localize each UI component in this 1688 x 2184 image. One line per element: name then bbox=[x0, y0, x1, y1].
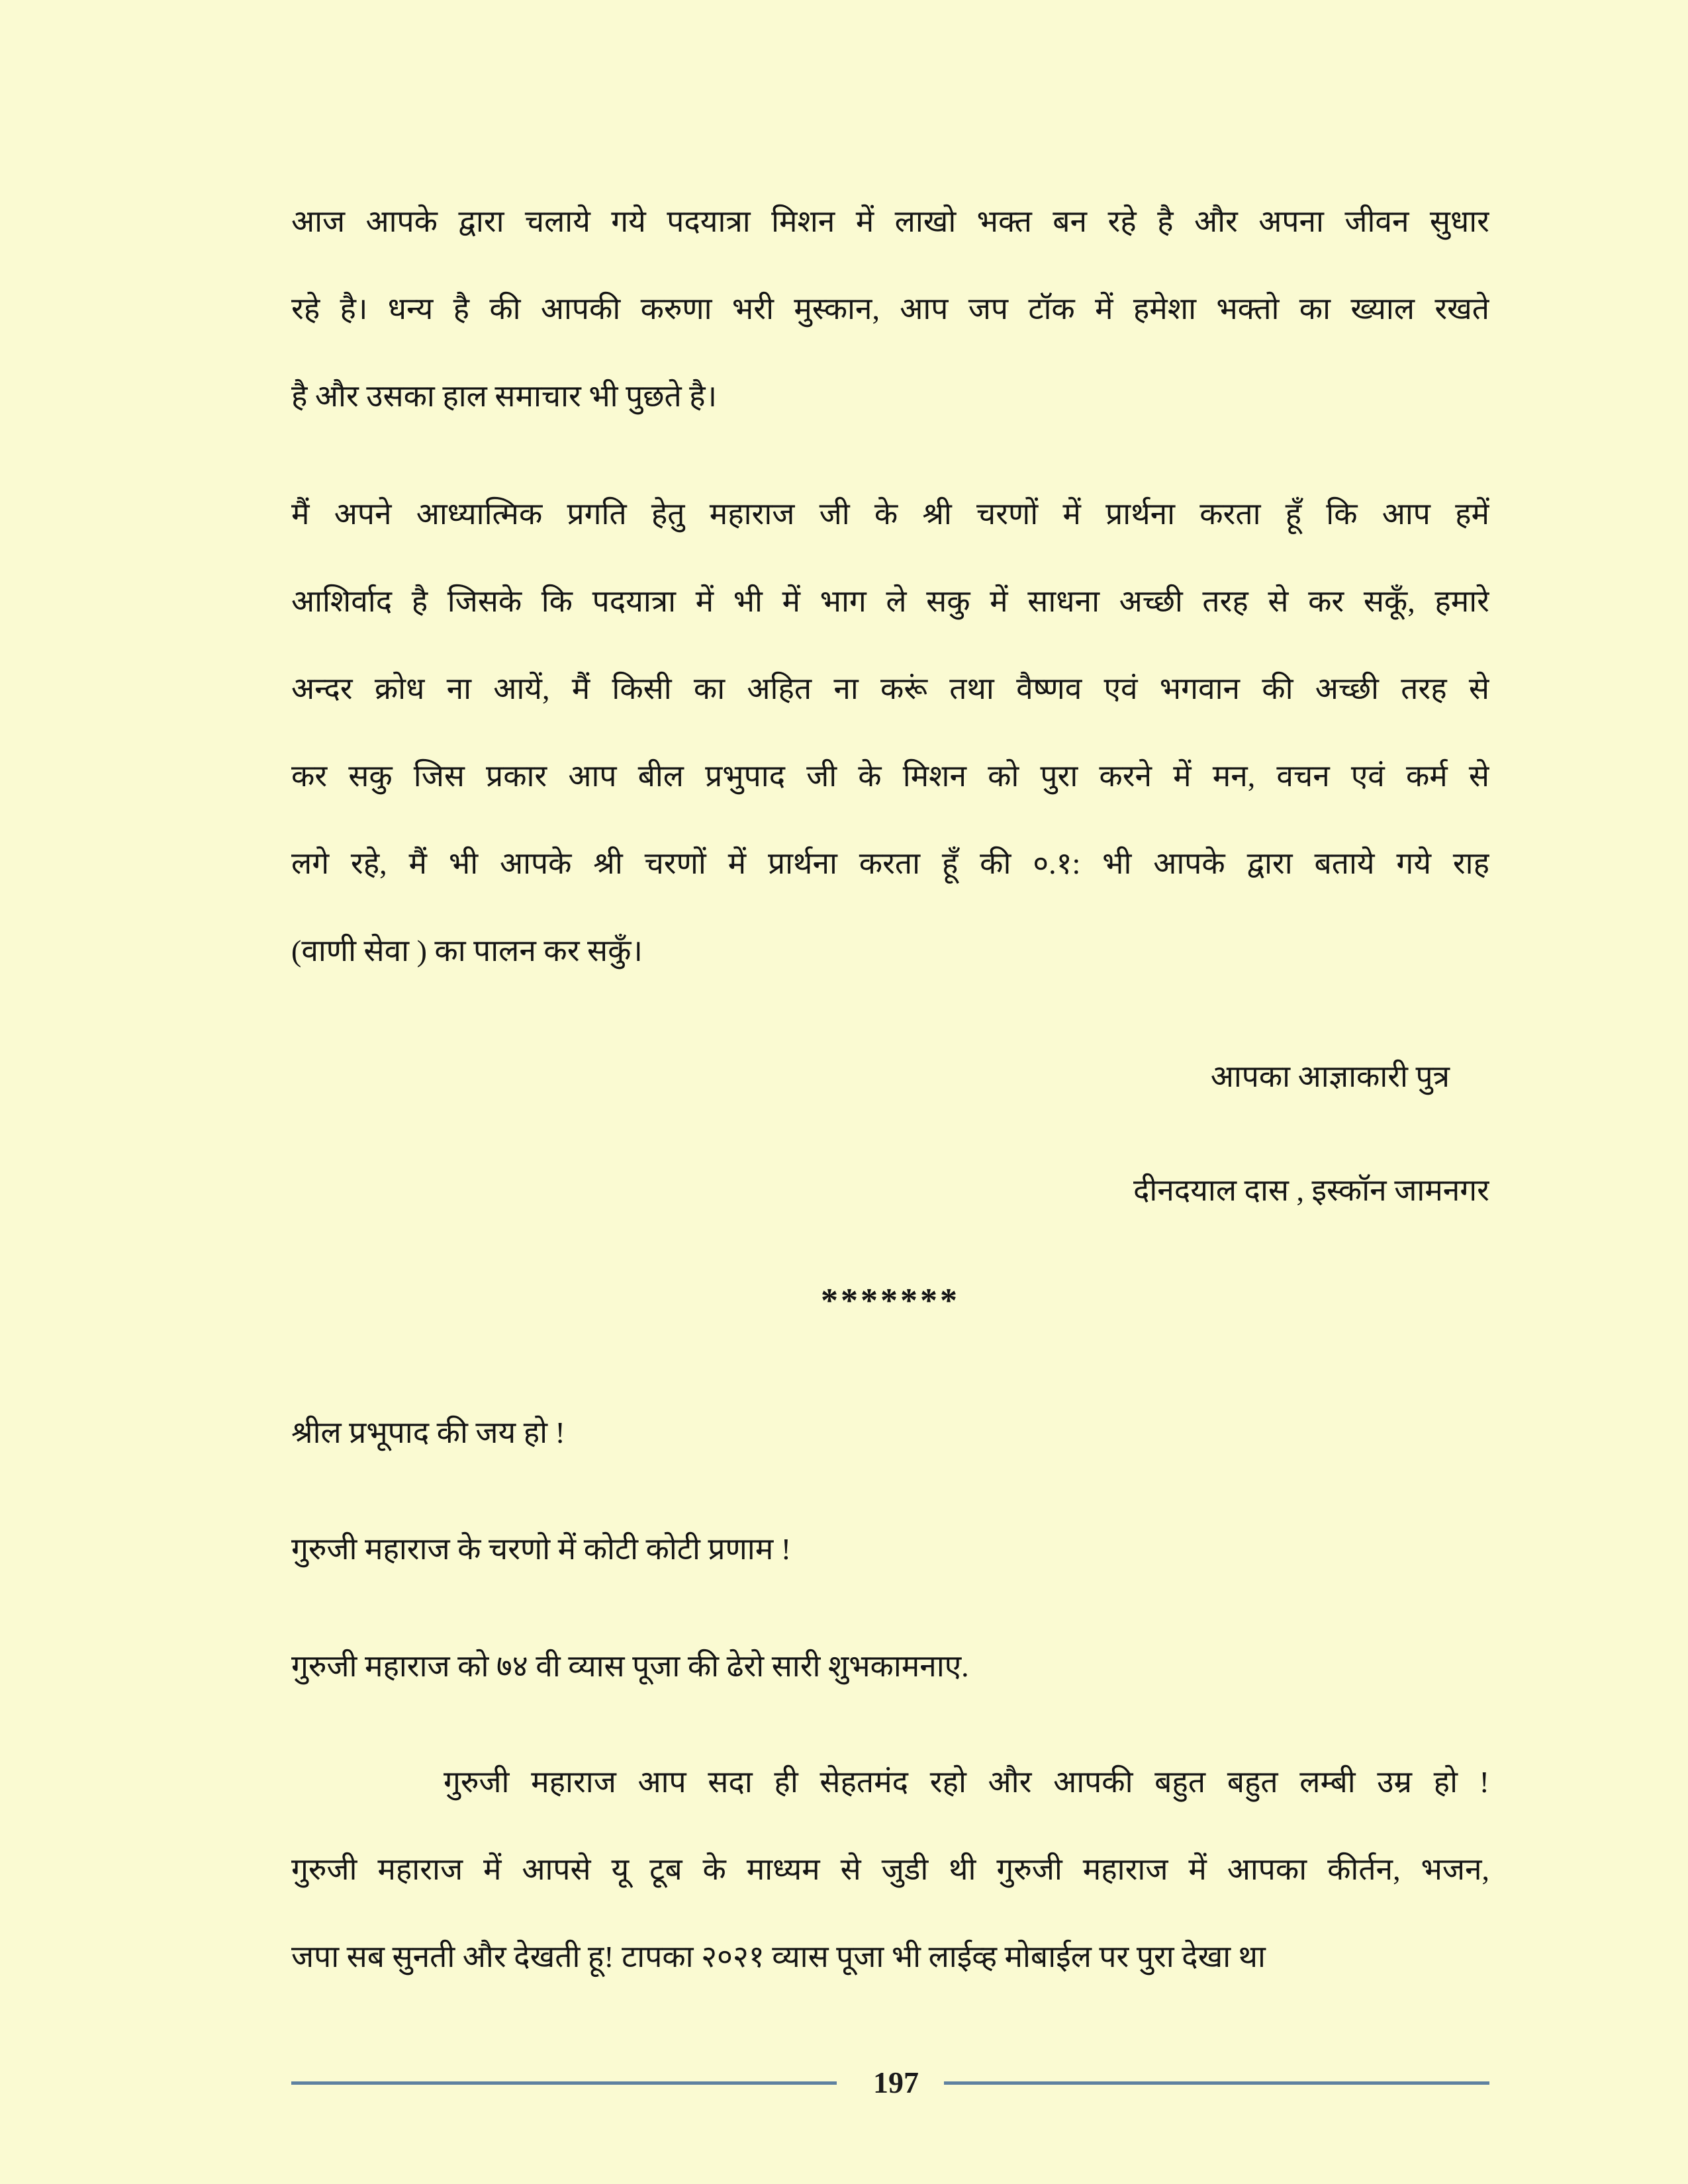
letter-line: रहे है। धन्य है की आपकी करुणा भरी मुस्कान, आप जप टॉक में हमेशा भक्तो का ख्याल रखते bbox=[291, 292, 1489, 326]
letter-line: (वाणी सेवा ) का पालन कर सकुँ। bbox=[291, 934, 643, 968]
letter-line: कर सकु जिस प्रकार आप बील प्रभुपाद जी के मिशन को पुरा करने में मन, वचन एवं कर्म से bbox=[291, 759, 1489, 793]
page-number: 197 bbox=[873, 2066, 919, 2099]
letter-line: अन्दर क्रोध ना आयें, मैं किसी का अहित ना करूं तथा वैष्णव एवं भगवान की अच्छी तरह से bbox=[291, 672, 1489, 705]
letter-line: गुरुजी महाराज आप सदा ही सेहतमंद रहो और आपकी बहुत बहुत लम्बी उम्र हो ! bbox=[444, 1765, 1489, 1799]
signature-line-1: आपका आज्ञाकारी पुत्र bbox=[1210, 1060, 1450, 1093]
letter-line: लगे रहे, मैं भी आपके श्री चरणों में प्रार्थना करता हूँ की ०.१: भी आपके द्वारा बताये गये राह bbox=[291, 846, 1489, 880]
salutation-line-3: गुरुजी महाराज को ७४ वी व्यास पूजा की ढेरो सारी शुभकामनाए. bbox=[291, 1649, 969, 1683]
letter-line: मैं अपने आध्यात्मिक प्रगति हेतु महाराज जी के श्री चरणों में प्रार्थना करता हूँ कि आप हमें bbox=[291, 497, 1489, 531]
letter-line: गुरुजी महाराज में आपसे यू टूब के माध्यम से जुडी थी गुरुजी महाराज में आपका कीर्तन, भजन, bbox=[291, 1852, 1489, 1886]
paragraph-3 bbox=[291, 1739, 1489, 2001]
page-footer bbox=[291, 2060, 1489, 2106]
letter-line: जपा सब सुनती और देखती हू! टापका २०२१ व्यास पूजा भी लाईव्ह मोबाईल पर पुरा देखा था bbox=[291, 1940, 1266, 1974]
paragraph-1 bbox=[291, 178, 1489, 440]
letter-line: आज आपके द्वारा चलाये गये पदयात्रा मिशन में लाखो भक्त बन रहे है और अपना जीवन सुधार bbox=[291, 205, 1489, 238]
paragraph-2 bbox=[291, 471, 1489, 995]
page-content bbox=[291, 0, 1489, 2001]
salutation-line-1: श्रील प्रभूपाद की जय हो ! bbox=[291, 1416, 565, 1449]
letter-line: है और उसका हाल समाचार भी पुछते है। bbox=[291, 379, 718, 413]
asterisk-separator: ******* bbox=[821, 1282, 960, 1320]
letter-line: आशिर्वाद है जिसके कि पदयात्रा में भी में भाग ले सकु में साधना अच्छी तरह से कर सकूँ, हमारे bbox=[291, 584, 1489, 618]
signature-line-2: दीनदयाल दास , इस्कॉन जामनगर bbox=[1133, 1173, 1489, 1207]
footer-rule-right bbox=[944, 2081, 1489, 2085]
salutation-line-2: गुरुजी महाराज के चरणो में कोटी कोटी प्रणाम ! bbox=[291, 1532, 792, 1566]
footer-rule-left bbox=[291, 2081, 837, 2085]
